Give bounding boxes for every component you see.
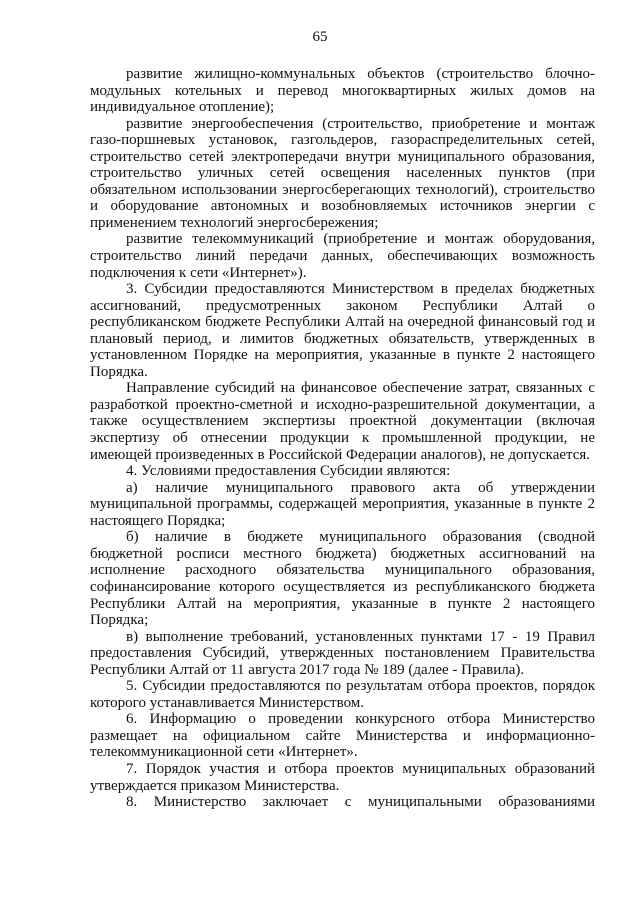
paragraph-item-4: 4. Условиями предоставления Субсидии являются: [126, 463, 451, 480]
page-number: 65 [312, 29, 328, 45]
paragraph-item-6: 6. Информацию о проведении конкурсного отбора Министерство размещает на официальном сайте Министерства и информационно-телекоммуникационной сети «Интернет». [90, 711, 595, 761]
paragraph-condition-a: а) наличие муниципального правового акта об утверждении муниципальной программы, содержащей мероприятия, указанные в пункте 2 настоящего Порядка; [90, 479, 595, 529]
paragraph-subsidy-direction: Направление субсидий на финансовое обеспечение затрат, связанных с разработкой проектно-сметной и исходно-разрешительной документации, а также осуществлением экспертизы проектной документации (включая экспертизу об отнесении продукции к промышленной продукции, не имеющей произведенных в Российской Федерации аналогов), не допускается. [90, 380, 595, 463]
paragraph-energy-supply: развитие энергообеспечения (строительство, приобретение и монтаж газо-поршневых установок, газгольдеров, газораспределительных сетей, строительство сетей электропередачи внутри муниципального образования, строительство уличных сетей освещения населенных пунктов (при обязательном использовании энергосберегающих технологий), строительство и оборудование автономных и возобновляемых источников энергии с применением технологий энергосбережения; [90, 115, 595, 231]
paragraph-item-3: 3. Субсидии предоставляются Министерством в пределах бюджетных ассигнований, предусмотренных законом Республики Алтай о республиканском бюджете Республики Алтай на очередной финансовый год и плановый период, и лимитов бюджетных обязательств, утвержденных в установленном Порядке на мероприятия, указанные в пункте 2 настоящего Порядка. [90, 281, 595, 380]
paragraph-item-7: 7. Порядок участия и отбора проектов муниципальных образований утверждается приказом Министерства. [90, 760, 595, 794]
document-body [90, 66, 595, 811]
paragraph-condition-b: б) наличие в бюджете муниципального образования (сводной бюджетной росписи местного бюджета) бюджетных ассигнований на исполнение расходного обязательства муниципального образования, софинансирование которого осуществляется из республиканского бюджета Республики Алтай на мероприятия, указанные в пункте 2 настоящего Порядка; [90, 529, 595, 629]
paragraph-housing-utilities: развитие жилищно-коммунальных объектов (строительство блочно-модульных котельных и перевод многоквартирных жилых домов на индивидуальное отопление); [90, 66, 595, 116]
paragraph-condition-c: в) выполнение требований, установленных пунктами 17 - 19 Правил предоставления Субсидий, утвержденных постановлением Правительства Республики Алтай от 11 августа 2017 года № 189 (далее - Правила). [90, 628, 595, 678]
paragraph-item-8: 8. Министерство заключает с муниципальными образованиями [126, 794, 595, 811]
paragraph-telecommunications: развитие телекоммуникаций (приобретение и монтаж оборудования, строительство линий передачи данных, обеспечивающих возможность подключения к сети «Интернет»). [90, 231, 595, 281]
paragraph-item-5: 5. Субсидии предоставляются по результатам отбора проектов, порядок которого устанавливается Министерством. [90, 678, 595, 711]
